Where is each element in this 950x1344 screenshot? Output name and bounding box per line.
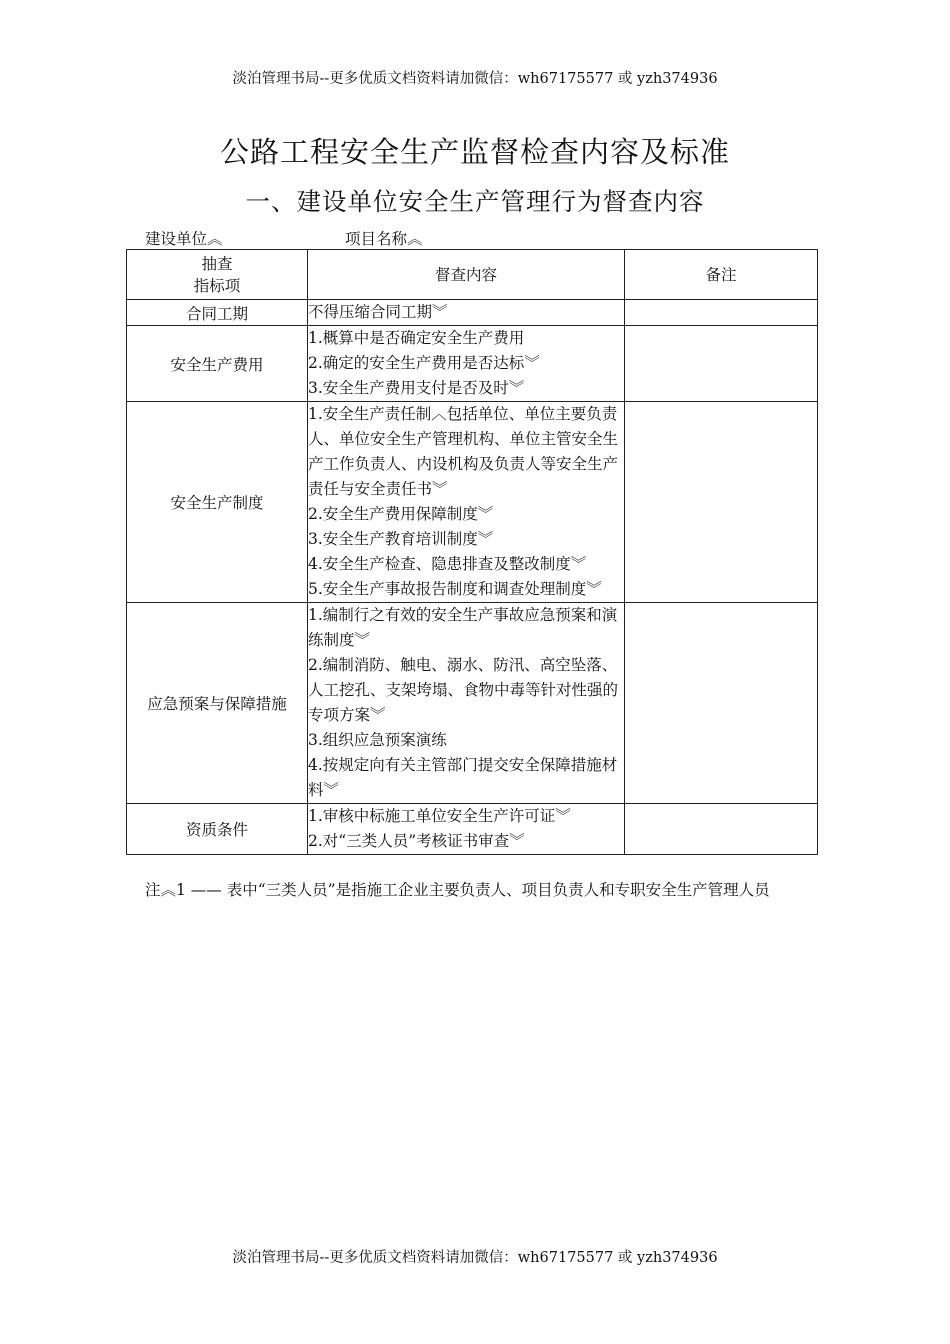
row-remark [625, 603, 818, 804]
document-title: 公路工程安全生产监督检查内容及标准 [219, 135, 730, 169]
row-remark [625, 804, 818, 855]
content-line: 3.安全生产费用支付是否及时︾ [308, 379, 525, 397]
content-line: 2.对“三类人员”考核证书审查︾ [308, 832, 525, 850]
table-row [127, 402, 818, 603]
content-line: 3.安全生产教育培训制度︾ [308, 530, 494, 548]
table-row [127, 326, 818, 402]
row-item: 应急预案与保障措施 [127, 603, 308, 804]
project-field-label: 项目名称︽ [345, 230, 423, 248]
table-row [127, 804, 818, 855]
row-remark [625, 326, 818, 402]
row-remark [625, 402, 818, 603]
table-header-row [127, 250, 818, 300]
row-item: 合同工期 [127, 300, 308, 326]
row-content [308, 300, 625, 326]
content-line: 1.安全生产责任制︿包括单位、单位主要负责人、单位安全生产管理机构、单位主管安全生产工作负责人、内设机构及负责人等安全生产责任与安全责任书︾ [308, 405, 619, 498]
content-line: 4.按规定向有关主管部门提交安全保障措施材料︾ [308, 756, 618, 799]
header-item-line1: 抽查 [201, 254, 233, 273]
table-footnote: 注︽1 —— 表中“三类人员”是指施工企业主要负责人、项目负责人和专职安全生产管理人员 [145, 881, 770, 899]
unit-field-label: 建设单位︽ [145, 230, 223, 248]
header-item-line2: 指标项 [193, 276, 241, 295]
header-watermark-note: 淡泊管理书局--更多优质文档资料请加微信：wh67175577 或 yzh374936 [232, 71, 718, 87]
content-line: 1.概算中是否确定安全生产费用 [308, 329, 525, 347]
row-item: 安全生产制度 [127, 402, 308, 603]
content-line: 1.审核中标施工单位安全生产许可证︾ [308, 807, 571, 825]
row-item: 资质条件 [127, 804, 308, 855]
row-content [308, 804, 625, 855]
content-line: 3.组织应急预案演练 [308, 731, 447, 749]
content-line: 2.编制消防、触电、溺水、防汛、高空坠落、人工挖孔、支架垮塌、食物中毒等针对性强的专项方案︾ [308, 656, 619, 724]
row-content [308, 603, 625, 804]
content-line: 4.安全生产检查、隐患排查及整改制度︾ [308, 555, 587, 573]
header-item [127, 250, 308, 300]
inspection-table [126, 249, 818, 855]
header-content: 督查内容 [308, 250, 625, 300]
content-line: 不得压缩合同工期︾ [308, 303, 448, 321]
content-line: 2.安全生产费用保障制度︾ [308, 505, 494, 523]
row-content [308, 402, 625, 603]
content-line: 1.编制行之有效的安全生产事故应急预案和演练制度︾ [308, 606, 618, 649]
row-content [308, 326, 625, 402]
footer-watermark-note: 淡泊管理书局--更多优质文档资料请加微信：wh67175577 或 yzh374936 [232, 1250, 718, 1266]
table-row [127, 603, 818, 804]
content-line: 5.安全生产事故报告制度和调查处理制度︾ [308, 580, 602, 598]
row-remark [625, 300, 818, 326]
header-remark: 备注 [625, 250, 818, 300]
table-row [127, 300, 818, 326]
section-title: 一、建设单位安全生产管理行为督查内容 [245, 187, 705, 216]
row-item: 安全生产费用 [127, 326, 308, 402]
content-line: 2.确定的安全生产费用是否达标︾ [308, 354, 540, 372]
